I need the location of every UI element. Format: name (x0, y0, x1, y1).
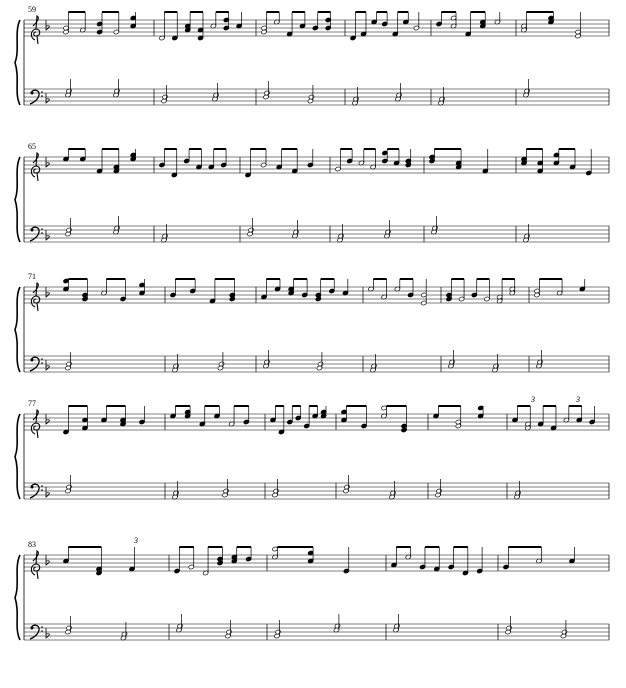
key-signature-flat (46, 360, 49, 370)
key-signature-flat (46, 287, 49, 297)
key-signature-flat (46, 230, 49, 240)
bass-clef-dot (31, 359, 34, 362)
triplet-label: 3 (531, 395, 535, 404)
key-signature-flat (46, 487, 49, 497)
measure-number: 77 (28, 399, 36, 408)
brace (15, 157, 20, 242)
half-note-head (226, 629, 232, 634)
bass-clef-dot (41, 232, 43, 234)
key-signature-flat (46, 93, 49, 103)
measure-number: 65 (28, 142, 36, 151)
half-note-head (162, 94, 168, 99)
half-note-head (275, 629, 281, 634)
system-4 (15, 395, 609, 500)
bass-clef-dot (41, 228, 43, 230)
triplet-label: 3 (576, 395, 580, 404)
bass-clef-dot (31, 92, 34, 95)
measure-number: 71 (28, 272, 36, 281)
bass-clef-dot (41, 95, 43, 97)
triplet-label: 3 (134, 536, 138, 545)
bass-clef-dot (41, 91, 43, 93)
brace (15, 555, 20, 640)
key-signature-flat (46, 555, 49, 565)
half-note-head (506, 625, 512, 630)
bass-clef-dot (41, 489, 43, 491)
half-note-head (264, 90, 270, 95)
bass-clef-dot (41, 362, 43, 364)
bass-clef-dot (41, 626, 43, 628)
system-1 (15, 5, 609, 106)
system-2 (15, 142, 609, 243)
half-note-head (66, 484, 72, 489)
key-signature-flat (46, 414, 49, 424)
brace (15, 20, 20, 105)
system-3 (15, 272, 609, 373)
measure-number: 59 (28, 5, 36, 14)
half-note-head (561, 629, 567, 634)
bass-clef-dot (31, 486, 34, 489)
key-signature-flat (46, 20, 49, 30)
half-note-head (344, 484, 350, 489)
bass-clef-dot (41, 485, 43, 487)
bass-clef-dot (41, 630, 43, 632)
half-note-head (218, 361, 224, 366)
half-note-head (66, 625, 72, 630)
bass-clef-dot (41, 358, 43, 360)
brace (15, 287, 20, 372)
brace (15, 414, 20, 499)
half-note-head (66, 227, 72, 232)
half-note-head (223, 488, 229, 493)
measure-number: 83 (28, 540, 36, 549)
half-note-head (317, 361, 323, 366)
half-note-head (308, 94, 314, 99)
half-note-head (66, 361, 72, 366)
key-signature-flat (46, 157, 49, 167)
half-note-head (248, 227, 254, 232)
bass-clef-dot (31, 229, 34, 232)
system-5 (15, 536, 609, 641)
half-note-head (436, 488, 442, 493)
bass-clef-dot (31, 627, 34, 630)
half-note-head (273, 488, 279, 493)
key-signature-flat (46, 628, 49, 638)
